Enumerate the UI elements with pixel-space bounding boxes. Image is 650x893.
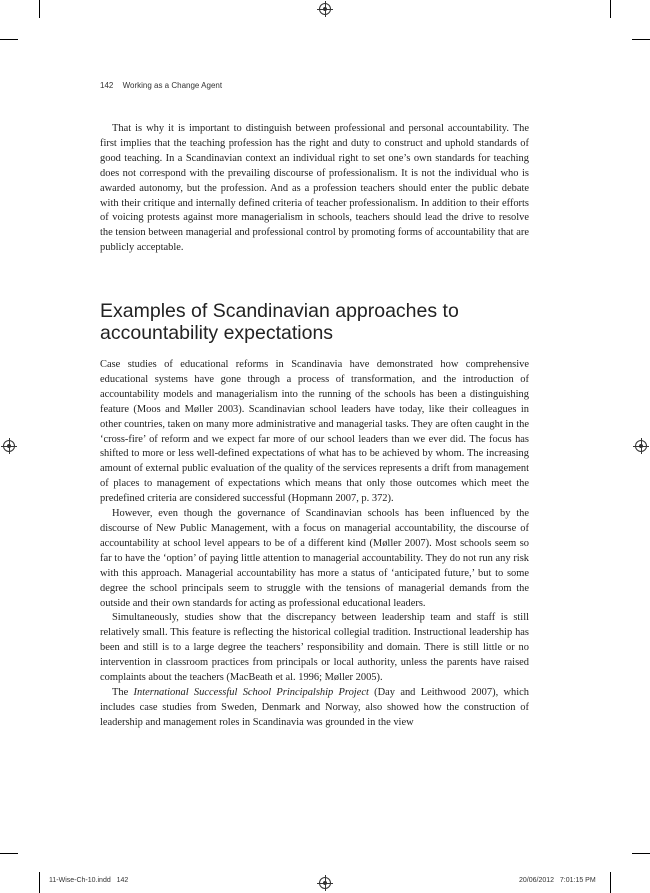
crop-mark bbox=[39, 872, 40, 893]
registration-mark-icon bbox=[319, 3, 331, 15]
crop-mark bbox=[632, 39, 650, 40]
paragraph: However, even though the governance of Scandinavian schools has been influenced by the discourse of New Public Management, with a focus on managerial accountability, the discourse of accountability at school level appears to be of a different kind (Møller 2007). Most schools seem so far to have the ‘option’ of paying little attention to managerial accountability. They do not run any risk with this approach. Managerial accountability has more a status of ‘anticipated future,’ but to some degree the school principals seem to struggle with the tensions of managerial demands from the outside and their own standards for acting as professional educational leaders. bbox=[100, 508, 529, 609]
section-heading: Examples of Scandinavian approaches to accountability expectations bbox=[100, 300, 459, 344]
paragraph-rest: (Day and Leithwood 2007), which includes case studies from Sweden, Denmark and Norway, also showed how the construction of leadership and management roles in Scandinavia was grounded in the view bbox=[100, 686, 529, 728]
paragraph-prefix: The bbox=[112, 686, 134, 698]
crop-mark bbox=[0, 39, 18, 40]
slug-file: 11-Wise-Ch-10.indd 142 bbox=[49, 877, 129, 884]
registration-mark-icon bbox=[3, 440, 15, 452]
registration-mark-icon bbox=[635, 440, 647, 452]
paragraph bbox=[100, 686, 529, 731]
crop-mark bbox=[632, 853, 650, 854]
crop-mark bbox=[0, 853, 18, 854]
running-head-title: Working as a Change Agent bbox=[122, 81, 223, 90]
paragraph: Simultaneously, studies show that the discrepancy between leadership team and staff is still relatively small. This feature is reflecting the historical collegial tradition. Instructional leadership has been and still is to a large degree the teachers’ responsibility and domain. There is still little or no intervention in classroom practices from principals or local authority, unless the parents have raised complaints about the teachers (MacBeath et al. 1996; Møller 2005). bbox=[100, 612, 529, 684]
crop-mark bbox=[610, 872, 611, 893]
paragraph: Case studies of educational reforms in Scandinavia have demonstrated how comprehensive educational systems have gone through a process of transformation, and the introduction of accountability models and managerialism into the running of the schools has been a distinguishing feature (Moos and Møller 2003). Scandinavian school leaders have today, like their colleagues in other countries, taken on many more administrative and managerial tasks. They are often caught in the ‘cross-fire’ of reform and we expect far more of our school leaders than we ever did. The focus has shifted to more or less well-defined expectations of what has to be achieved by whom. The increasing amount of external public evaluation of the quality of the services represents a drift from management of places to management of expectations which means that only those outcomes which meet the predefined criteria are considered successful (Hopmann 2007, p. 372). bbox=[100, 359, 529, 505]
body-text-intro bbox=[100, 122, 529, 256]
body-text-section bbox=[100, 358, 529, 731]
slug-date: 20/06/2012 7:01:15 PM bbox=[519, 877, 596, 884]
paragraph: That is why it is important to distinguish between professional and personal accountability. The first implies that the teaching profession has the right and duty to construct and uphold standards of good teaching. In a Scandinavian context an individual right to set one’s own standards for teaching does not correspond with the prevailing discourse of professionalism. It is not the individual who is awarded autonomy, but the profession. And as a profession teachers should enter the public debate with their critique and internally defined criteria of teacher professionalism. In addition to their efforts of voicing protests against more managerialism in schools, teachers should lead the drive to resolve the tension between managerial and professional control by promoting forms of accountability that are publicly acceptable. bbox=[100, 123, 529, 254]
page-number: 142 bbox=[100, 81, 114, 90]
crop-mark bbox=[610, 0, 611, 18]
running-head bbox=[100, 81, 222, 90]
registration-mark-icon bbox=[319, 877, 331, 889]
project-title: International Successful School Principalship Project bbox=[133, 686, 369, 698]
crop-mark bbox=[39, 0, 40, 18]
